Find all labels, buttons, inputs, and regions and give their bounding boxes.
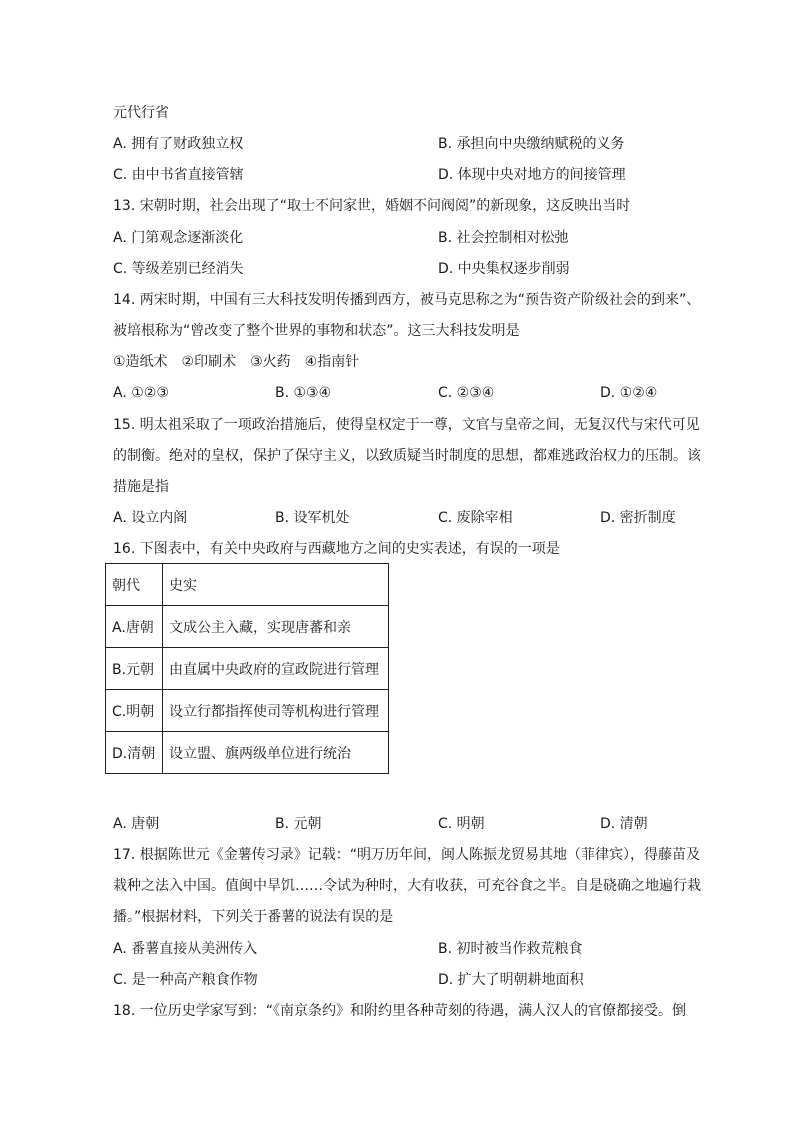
q17-option-c: C. 是一种高产粮食作物 [113,972,258,988]
table-cell-dynasty: A.唐朝 [106,606,163,648]
q13-option-c: C. 等级差别已经消失 [113,261,244,277]
q16-stem: 16. 下图表中，有关中央政府与西藏地方之间的史实表述，有误的一项是 [113,541,560,557]
table-cell-dynasty: C.明朝 [106,690,163,732]
q16-option-b: B. 元朝 [275,816,322,832]
q15-option-a: A. 设立内阁 [113,510,188,526]
q15-option-b: B. 设军机处 [275,510,350,526]
q18-stem: 18. 一位历史学家写到：“《南京条约》和附约里各种苛刻的待遇，满人汉人的官僚都接受。倒 [113,1003,686,1019]
q17-option-d: D. 扩大了明朝耕地面积 [438,972,584,988]
q16-option-c: C. 明朝 [438,816,485,832]
q13-stem: 13. 宋朝时期，社会出现了“取士不问家世，婚姻不问阀阅”的新现象，这反映出当时 [113,198,631,214]
table-cell-fact: 文成公主入藏，实现唐蕃和亲 [163,606,389,648]
q12-option-b: B. 承担向中央缴纳赋税的义务 [438,136,625,152]
q14-stem-line-1: 14. 两宋时期，中国有三大科技发明传播到西方，被马克思称之为“预告资产阶级社会的到来”、 [113,292,701,308]
table-cell-fact: 设立盟、旗两级单位进行统治 [163,732,389,774]
q14-option-c: C. ②③④ [438,385,495,401]
q15-option-c: C. 废除宰相 [438,510,513,526]
q13-option-d: D. 中央集权逐步削弱 [438,261,570,277]
table-cell-dynasty: D.清朝 [106,732,163,774]
table-row [106,732,389,774]
q16-option-d: D. 清朝 [600,816,648,832]
q17-stem-line-2: 栽种之法入中国。值闽中旱饥……令试为种时，大有收获，可充谷食之半。自是硗确之地遍行栽 [113,878,701,894]
intro-line: 元代行省 [113,105,169,121]
table-header-fact: 史实 [163,564,389,606]
table-header-row [106,564,389,606]
q14-option-b: B. ①③④ [275,385,332,401]
q16-option-a: A. 唐朝 [113,816,160,832]
q12-option-d: D. 体现中央对地方的间接管理 [438,167,626,183]
table-row [106,648,389,690]
table-cell-dynasty: B.元朝 [106,648,163,690]
q17-option-b: B. 初时被当作救荒粮食 [438,941,583,957]
table-cell-fact: 由直属中央政府的宣政院进行管理 [163,648,389,690]
table-header-dynasty: 朝代 [106,564,163,606]
table-row [106,606,389,648]
table-row [106,690,389,732]
table-cell-fact: 设立行都指挥使司等机构进行管理 [163,690,389,732]
q15-option-d: D. 密折制度 [600,510,676,526]
q14-option-a: A. ①②③ [113,385,169,401]
q16-history-table [105,563,389,774]
q17-stem-line-3: 播。”根据材料，下列关于番薯的说法有误的是 [113,909,394,925]
q15-stem-line-2: 的制衡。绝对的皇权，保护了保守主义，以致质疑当时制度的思想，都难逃政治权力的压制。该 [113,448,701,464]
q17-option-a: A. 番薯直接从美洲传入 [113,941,258,957]
q13-option-b: B. 社会控制相对松弛 [438,230,569,246]
q12-option-c: C. 由中书省直接管辖 [113,167,244,183]
q14-items: ①造纸术 ②印刷术 ③火药 ④指南针 [113,354,360,370]
q17-stem-line-1: 17. 根据陈世元《金薯传习录》记载：“明万历年间，闽人陈振龙贸易其地（菲律宾），得藤苗及 [113,847,700,863]
q15-stem-line-1: 15. 明太祖采取了一项政治措施后，使得皇权定于一尊，文官与皇帝之间，无复汉代与宋代可见 [113,417,700,433]
q15-stem-line-3: 措施是指 [113,479,169,495]
q14-stem-line-2: 被培根称为“曾改变了整个世界的事物和状态”。这三大科技发明是 [113,323,520,339]
q14-option-d: D. ①②④ [600,385,658,401]
q13-option-a: A. 门第观念逐渐淡化 [113,230,244,246]
q12-option-a: A. 拥有了财政独立权 [113,136,244,152]
